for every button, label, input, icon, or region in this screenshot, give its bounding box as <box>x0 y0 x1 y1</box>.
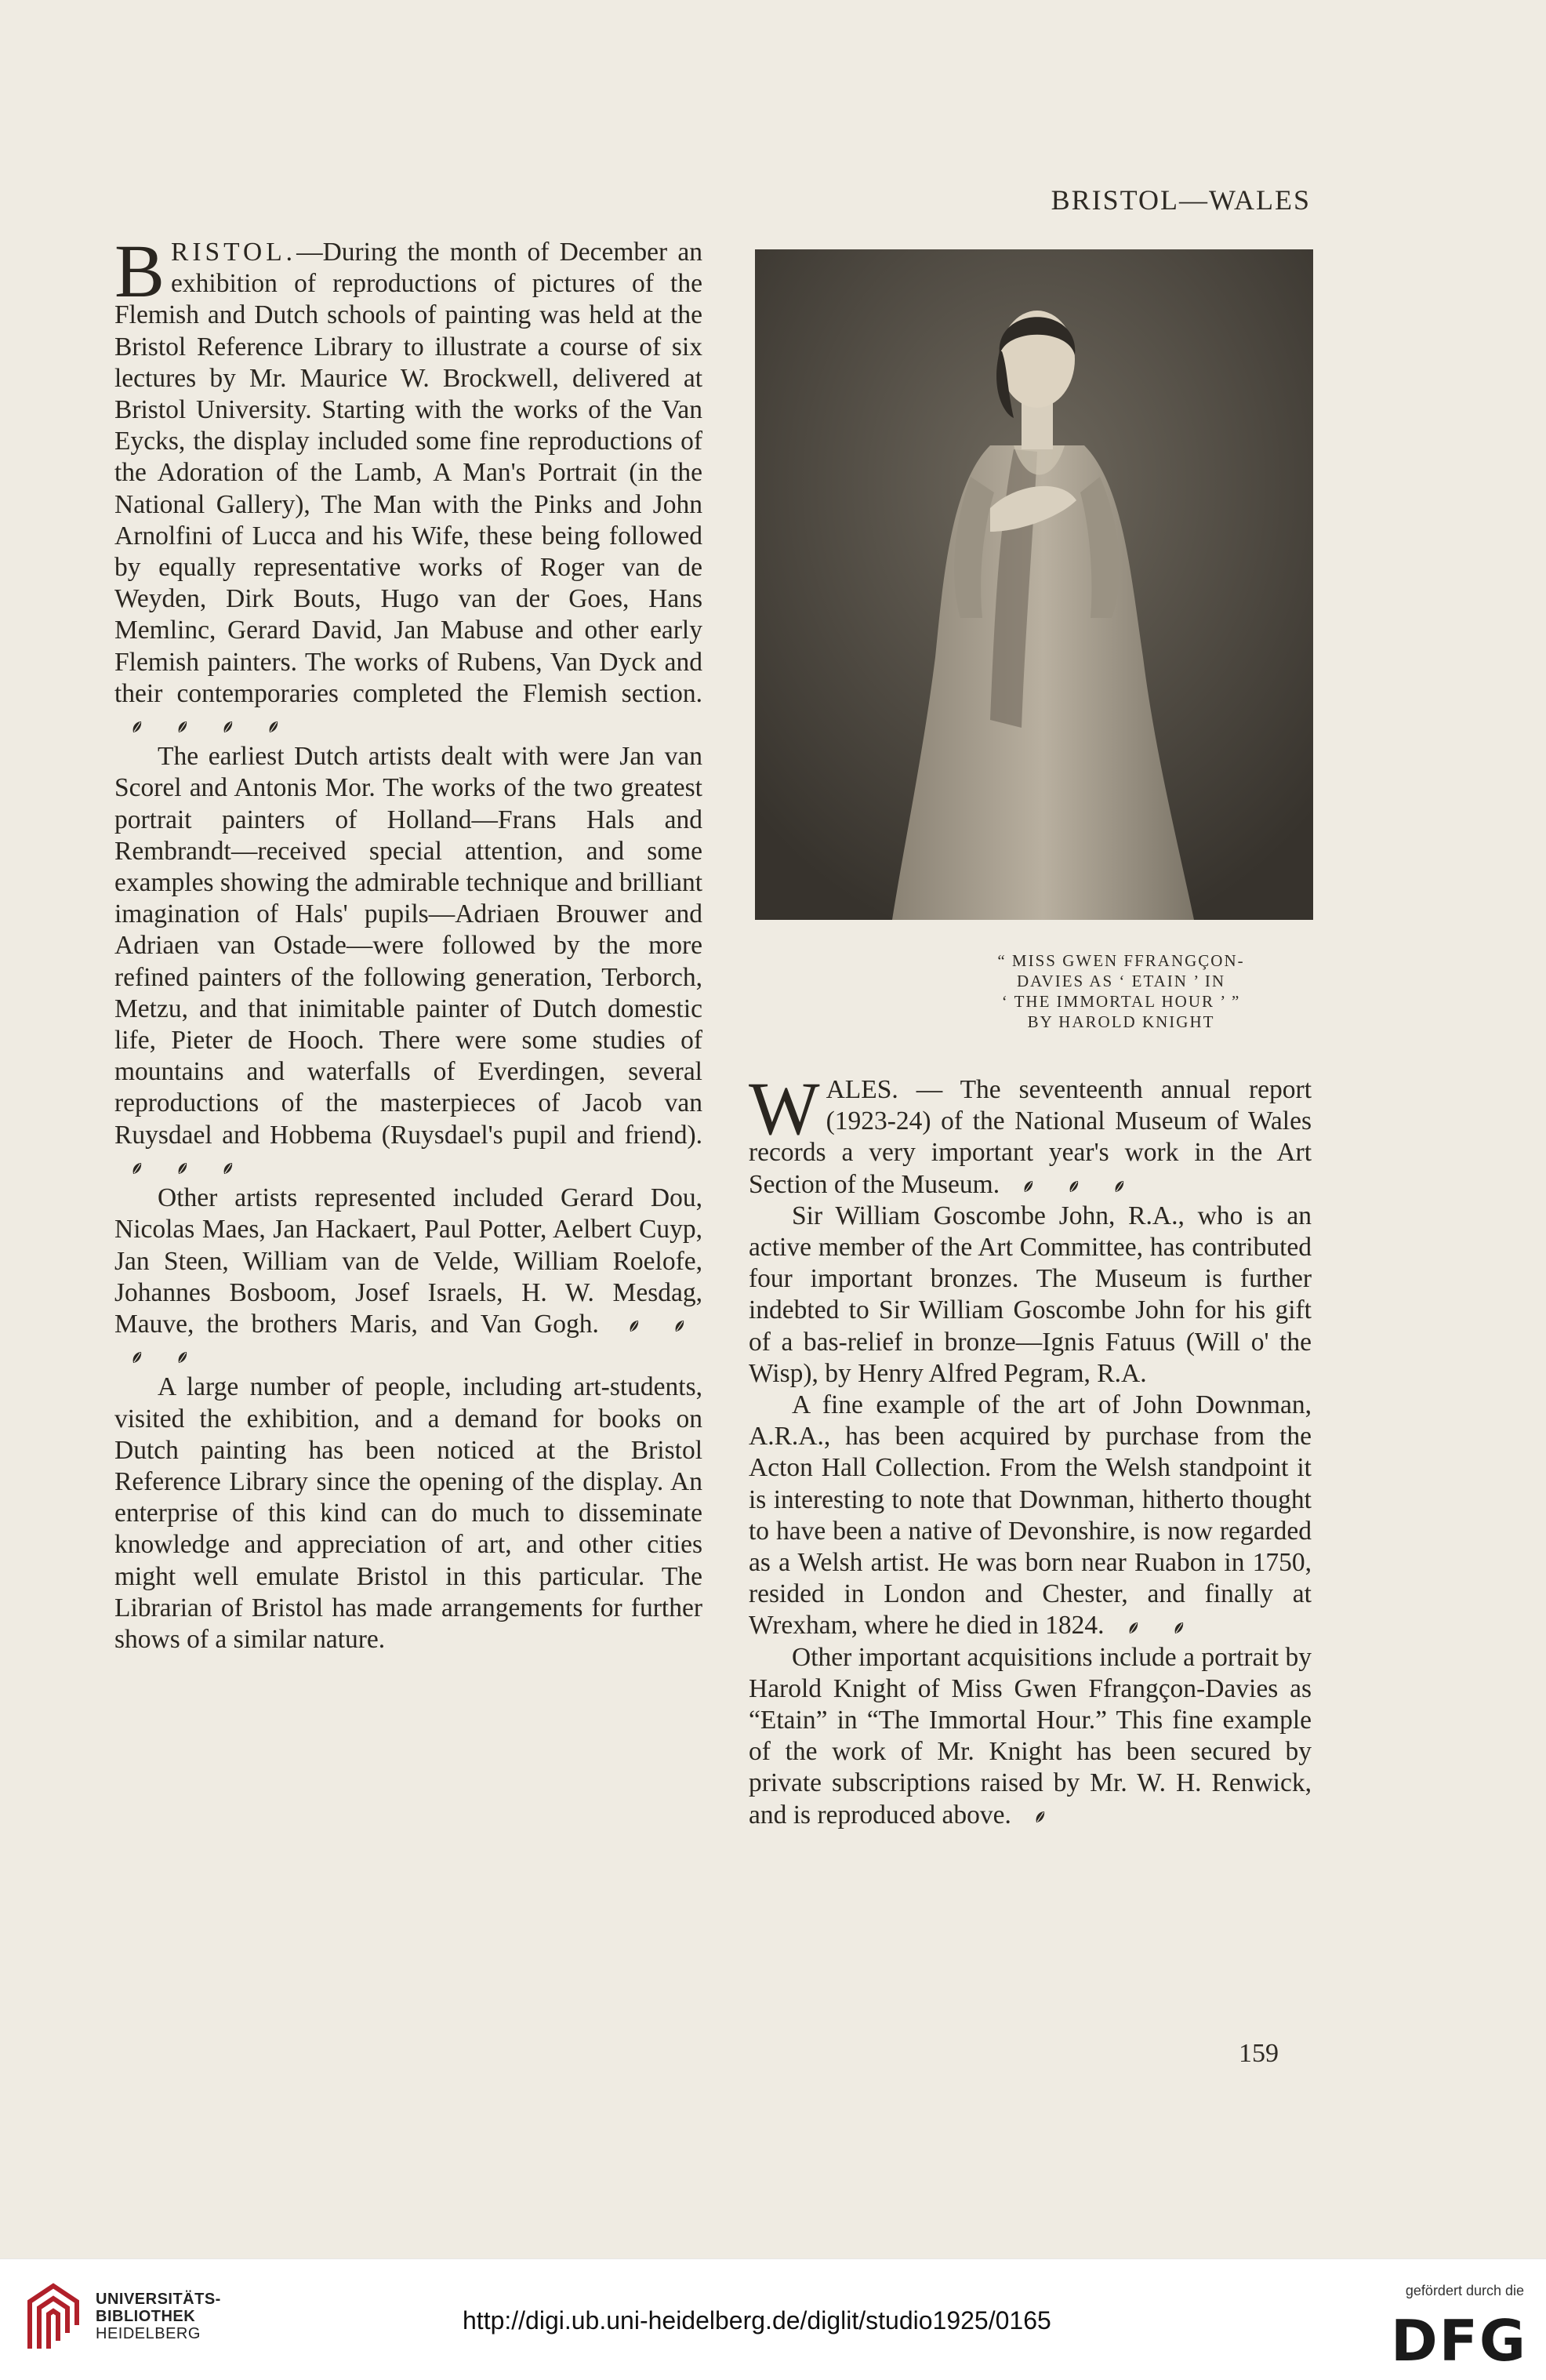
bristol-paragraph-4: A large number of people, including art-students, visited the exhibition, and a demand for books on Dutch painting has been noticed at the Bristol Reference Library since the opening of the display. An enterprise of this kind can do much to disseminate knowledge and appreciation of art, and other cities might well emulate Bristol in this particular. The Librarian of Bristol has made arrangements for further shows of a similar nature. <box>114 1372 702 1654</box>
portrait-figure-image <box>755 249 1313 920</box>
wales-paragraph-3 <box>749 1390 1312 1642</box>
bristol-paragraph-3 <box>114 1183 702 1372</box>
caption-line-3: ‘ THE IMMORTAL HOUR ’ ” <box>1001 992 1241 1011</box>
viewer-footer <box>0 2258 1546 2380</box>
sponsor-label: gefördert durch die <box>1405 2283 1524 2298</box>
leaf-ornament-icon <box>1023 1179 1034 1194</box>
leaf-ornament-icon <box>1069 1179 1080 1194</box>
library-name <box>96 2291 221 2342</box>
permalink-url[interactable]: http://digi.ub.uni-heidelberg.de/diglit/studio1925/0165 <box>463 2306 1051 2335</box>
caption-line-1: “ MISS GWEN FFRANGÇON- <box>997 951 1245 970</box>
drop-cap-b: B <box>114 229 165 313</box>
wales-heading-word: ALES. <box>826 1075 898 1104</box>
page-number: 159 <box>1239 2039 1279 2068</box>
bristol-heading-word: RISTOL. <box>171 238 297 267</box>
leaf-ornament-icon <box>177 1161 188 1175</box>
right-column <box>749 1066 1312 1831</box>
leaf-ornament-icon <box>177 720 188 734</box>
leaf-ornament-icon <box>1174 1621 1185 1635</box>
leaf-ornament-icon <box>177 1350 188 1364</box>
leaf-ornament-icon <box>1128 1621 1139 1635</box>
wales-paragraph-1 <box>749 1066 1312 1201</box>
leaf-ornament-icon <box>132 1161 143 1175</box>
wales-paragraph-2: Sir William Goscombe John, R.A., who is an active member of the Art Committee, has contributed four important bronzes. The Museum is further indebted to Sir William Goscombe John for his gift of a bas-relief in bronze—Ignis Fatuus (Will o' the Wisp), by Henry Alfred Pegram, R.A. <box>749 1201 1312 1388</box>
leaf-ornament-icon <box>268 720 279 734</box>
leaf-ornament-icon <box>674 1319 685 1333</box>
caption-line-2: DAVIES AS ‘ ETAIN ’ IN <box>1016 972 1226 990</box>
drop-cap-w: W <box>749 1066 820 1150</box>
portrait-photograph <box>755 249 1313 920</box>
wales-paragraph-4 <box>749 1642 1312 1831</box>
wales-paragraph-4-text: Other important acquisitions include a portrait by Harold Knight of Miss Gwen Ffrangçon-Davies as “Etain” in “The Immortal Hour.” This fine example of the work of Mr. Knight has been secured by private subscriptions raised by Mr. W. H. Renwick, and is reproduced above. <box>749 1642 1312 1830</box>
leaf-ornament-icon <box>1035 1810 1046 1824</box>
bristol-paragraph-3-text: Other artists represented included Gerard Dou, Nicolas Maes, Jan Hackaert, Paul Potter, Aelbert Cuyp, Jan Steen, William van de Velde, William Roelofe, Johannes Bosboom, Josef Israels, H. W. Mesdag, Mauve, the brothers Maris, and Van Gogh. <box>114 1183 702 1339</box>
bristol-paragraph-2-text: The earliest Dutch artists dealt with were Jan van Scorel and Antonis Mor. The works of the two greatest portrait painters of Holland—Frans Hals and Rembrandt—received special attention, and some examples showing the admirable technique and brilliant imagination of Hals' pupils—Adriaen Brouwer and Adriaen van Ostade—were followed by the more refined painters of the following generation, Terborch, Metzu, and that inimitable painter of Dutch domestic life, Pieter de Hooch. There were some studies of mountains and waterfalls of Everdingen, several reproductions of the masterpieces of Jacob van Ruysdael and Hobbema (Ruysdael's pupil and friend). <box>114 742 702 1150</box>
leaf-ornament-icon <box>1114 1179 1125 1194</box>
library-name-line-2: BIBLIOTHEK <box>96 2308 196 2325</box>
library-name-line-1: UNIVERSITÄTS- <box>96 2291 221 2308</box>
leaf-ornament-icon <box>132 1350 143 1364</box>
leaf-ornament-icon <box>132 720 143 734</box>
bristol-paragraph-2 <box>114 741 702 1183</box>
leaf-ornament-icon <box>629 1319 640 1333</box>
library-name-line-3: HEIDELBERG <box>96 2325 201 2342</box>
wales-paragraph-3-text: A fine example of the art of John Downman, A.R.A., has been acquired by purchase from the Acton Hall Collection. From the Welsh standpoint it is interesting to note that Downman, hitherto thought to have been a native of Devonshire, is now regarded as a Welsh artist. He was born near Ruabon in 1750, resided in London and Chester, and finally at Wrexham, where he died in 1824. <box>749 1390 1312 1641</box>
leaf-ornament-icon <box>223 1161 234 1175</box>
running-head: BRISTOL—WALES <box>1051 184 1311 216</box>
leaf-ornament-icon <box>223 720 234 734</box>
left-column <box>114 229 702 1655</box>
caption-line-4: BY HAROLD KNIGHT <box>1027 1012 1215 1031</box>
photo-caption <box>925 950 1317 1032</box>
dfg-logo: DFG <box>1390 2308 1527 2374</box>
ub-heidelberg-logo-icon <box>22 2278 85 2356</box>
wales-paragraph-1-text: — The seventeenth annual report (1923-24) of the National Museum of Wales records a very important year's work in the Art Section of the Museum. <box>749 1075 1312 1199</box>
bristol-paragraph-1 <box>114 229 702 741</box>
bristol-paragraph-1-text: —During the month of December an exhibition of reproductions of pictures of the Flemish and Dutch schools of painting was held at the Bristol Reference Library to illustrate a course of six lectures by Mr. Maurice W. Brockwell, delivered at Bristol University. Starting with the works of the Van Eycks, the display included some fine reproductions of the Adoration of the Lamb, A Man's Portrait (in the National Gallery), The Man with the Pinks and John Arnolfini of Lucca and his Wife, these being followed by equally representative works of Roger van de Weyden, Dirk Bouts, Hugo van der Goes, Hans Memlinc, Gerard David, Jan Mabuse and other early Flemish painters. The works of Rubens, Van Dyck and their contemporaries completed the Flemish section. <box>114 238 702 708</box>
